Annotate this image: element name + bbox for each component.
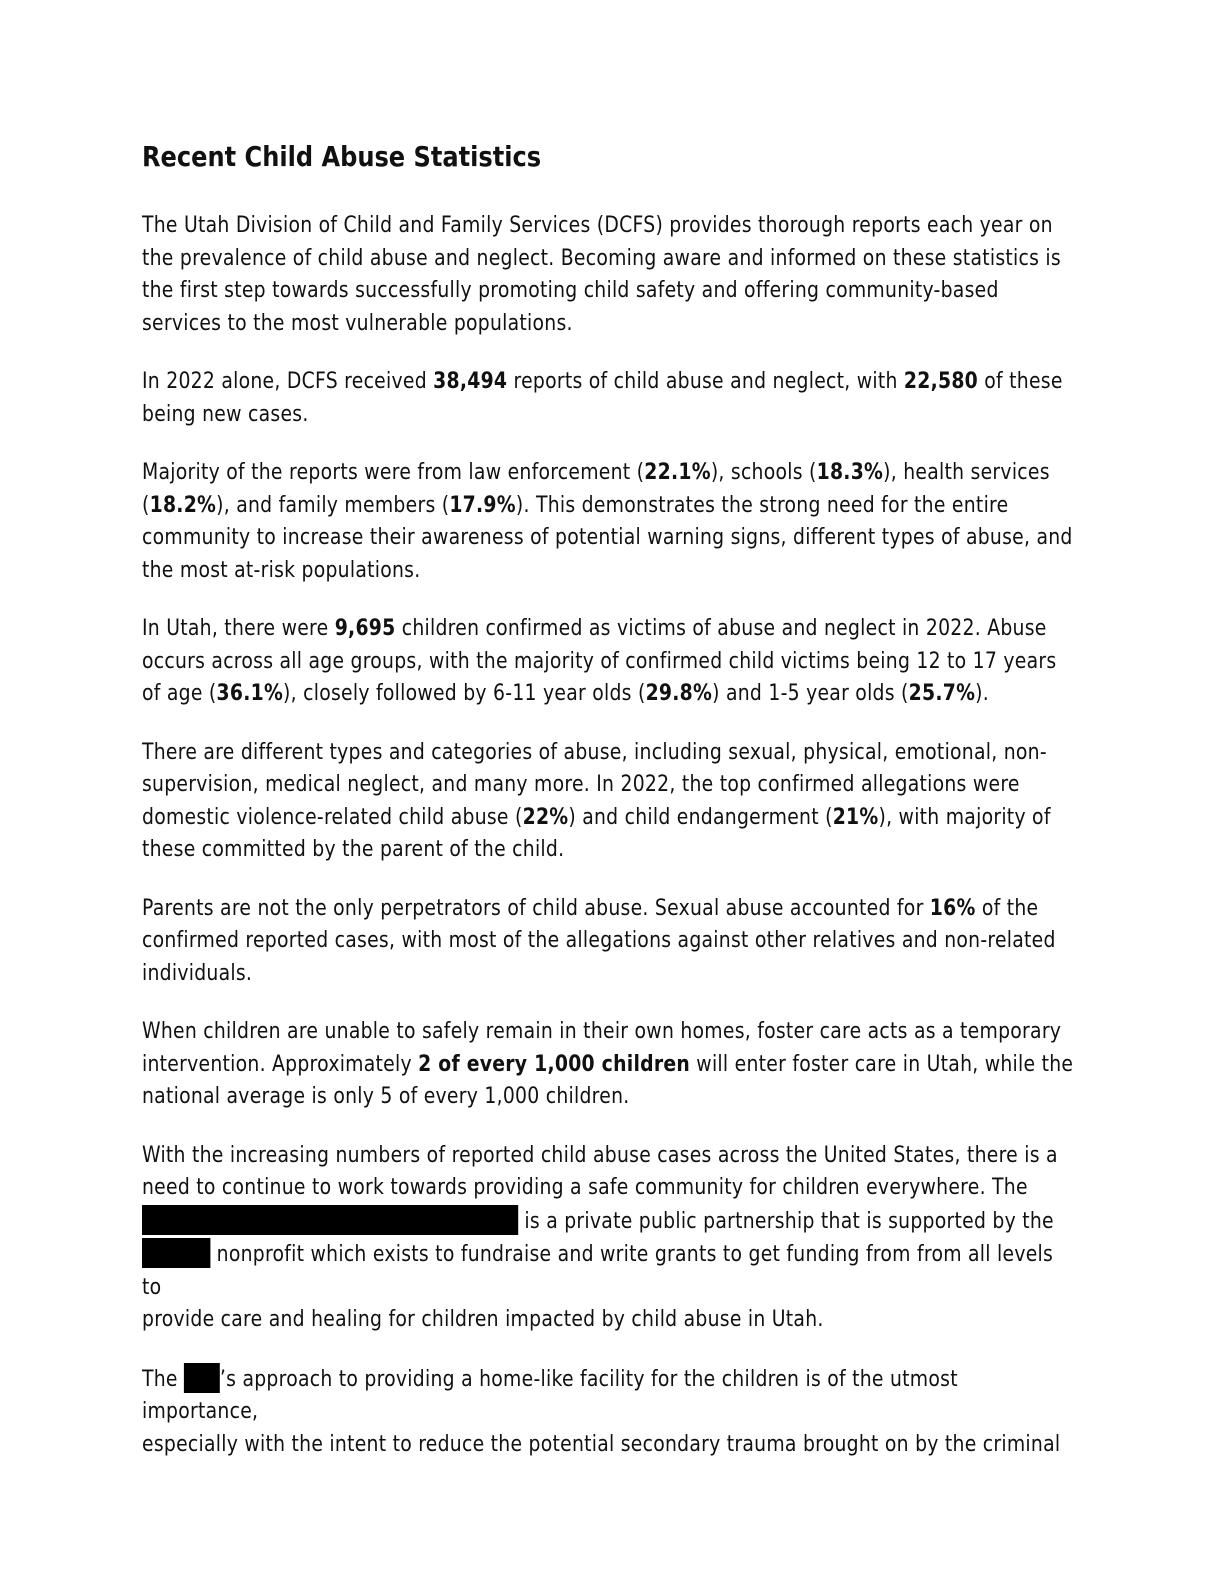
- text-span: ), schools (: [710, 460, 817, 485]
- reports-count: 38,494: [433, 369, 508, 394]
- redaction-box: [142, 1205, 518, 1235]
- age-12-17-percent: 36.1%: [216, 681, 284, 706]
- page-title: Recent Child Abuse Statistics: [142, 140, 542, 173]
- redaction-box: [142, 1238, 210, 1268]
- age-6-11-percent: 29.8%: [645, 681, 713, 706]
- document-page: [142, 140, 1077, 1487]
- text-span: ) and child endangerment (: [568, 804, 833, 830]
- text-span: reports of child abuse and neglect, with: [507, 369, 904, 394]
- endangerment-percent: 21%: [832, 804, 879, 830]
- age-1-5-percent: 25.7%: [908, 681, 976, 706]
- text-span: ’s approach to providing a home-like facility for the children is of the utmost importance,: [142, 1366, 958, 1424]
- text-span: When children are unable to safely remain in their own homes, foster care acts as a temporary intervention. Approximately: [142, 1019, 1062, 1077]
- text-line: [142, 1363, 1074, 1429]
- text-line: [142, 1205, 1074, 1239]
- reports-paragraph: [142, 366, 1074, 431]
- text-line: With the increasing numbers of reported child abuse cases across the United States, there is a: [142, 1142, 1058, 1168]
- abuse-types-paragraph: [142, 737, 1074, 867]
- victims-count: 9,695: [334, 616, 396, 641]
- intro-paragraph: The Utah Division of Child and Family Services (DCFS) provides thorough reports each year on the prevalence of child abuse and neglect. Becoming aware and informed on these statistics is the first step towards successfully promoting child safety and offering community-based services to the most vulnerable populations.: [142, 213, 1061, 336]
- sexual-abuse-percent: 16%: [929, 895, 976, 921]
- text-span: ). This demonstrates the strong need for the entire community to increase their awareness of potential warning signs, different types of abuse, and the most at-risk populations.: [142, 492, 1073, 583]
- new-cases-count: 22,580: [903, 369, 979, 394]
- text-span: There are different types and categories of abuse, including sexual, physical, emotional, non-supervision, medical neglect, and many more. In 2022, the top confirmed allegations were domestic violence-related child abuse (: [142, 739, 1047, 830]
- text-span: Parents are not the only perpetrators of child abuse. Sexual abuse accounted for: [142, 895, 930, 921]
- text-span: of these being new cases.: [142, 369, 1063, 427]
- text-span: ), health services (: [142, 460, 1050, 518]
- perpetrators-paragraph: [142, 893, 1074, 991]
- text-line: provide care and healing for children impacted by child abuse in Utah.: [142, 1307, 824, 1332]
- text-line: [142, 1238, 1074, 1304]
- text-span: will enter foster care in Utah, while the national average is only 5 of every 1,000 children.: [142, 1051, 1074, 1109]
- text-span: In 2022 alone, DCFS received: [142, 369, 434, 394]
- text-line: especially with the intent to reduce the potential secondary trauma brought on by the criminal: [142, 1431, 1061, 1457]
- text-span: Majority of the reports were from law enforcement (: [142, 460, 645, 485]
- text-span: ), closely followed by 6-11 year olds (: [283, 681, 646, 706]
- partnership-paragraph: [142, 1140, 1074, 1337]
- text-line: need to continue to work towards providing a safe community for children everywhere. The: [142, 1175, 1028, 1200]
- text-span: children confirmed as victims of abuse and neglect in 2022. Abuse occurs across all age groups, with the majority of confirmed child victims being 12 to 17 years of age (: [142, 616, 1057, 706]
- text-span: ).: [975, 681, 990, 706]
- family-members-percent: 17.9%: [449, 492, 516, 518]
- redaction-box: [184, 1363, 220, 1393]
- approach-paragraph: [142, 1363, 1074, 1462]
- text-span: of the confirmed reported cases, with most of the allegations against other relatives and non-related individuals.: [142, 895, 1056, 986]
- text-span: ) and 1-5 year olds (: [712, 681, 909, 706]
- law-enforcement-percent: 22.1%: [644, 460, 711, 485]
- foster-care-rate: 2 of every 1,000 children: [418, 1051, 691, 1077]
- text-span: ), and family members (: [216, 492, 450, 518]
- text-span: In Utah, there were: [142, 616, 335, 641]
- text-span: nonprofit which exists to fundraise and write grants to get funding from from all levels to: [142, 1242, 1054, 1300]
- sources-paragraph: [142, 457, 1074, 587]
- health-services-percent: 18.2%: [149, 492, 217, 518]
- victims-paragraph: [142, 613, 1074, 711]
- schools-percent: 18.3%: [816, 460, 884, 485]
- text-span: ), with majority of these committed by the parent of the child.: [142, 804, 1051, 862]
- text-span: The: [142, 1366, 185, 1392]
- text-span: is a private public partnership that is supported by the: [518, 1208, 1054, 1234]
- foster-care-paragraph: [142, 1016, 1074, 1114]
- domestic-violence-percent: 22%: [522, 804, 569, 830]
